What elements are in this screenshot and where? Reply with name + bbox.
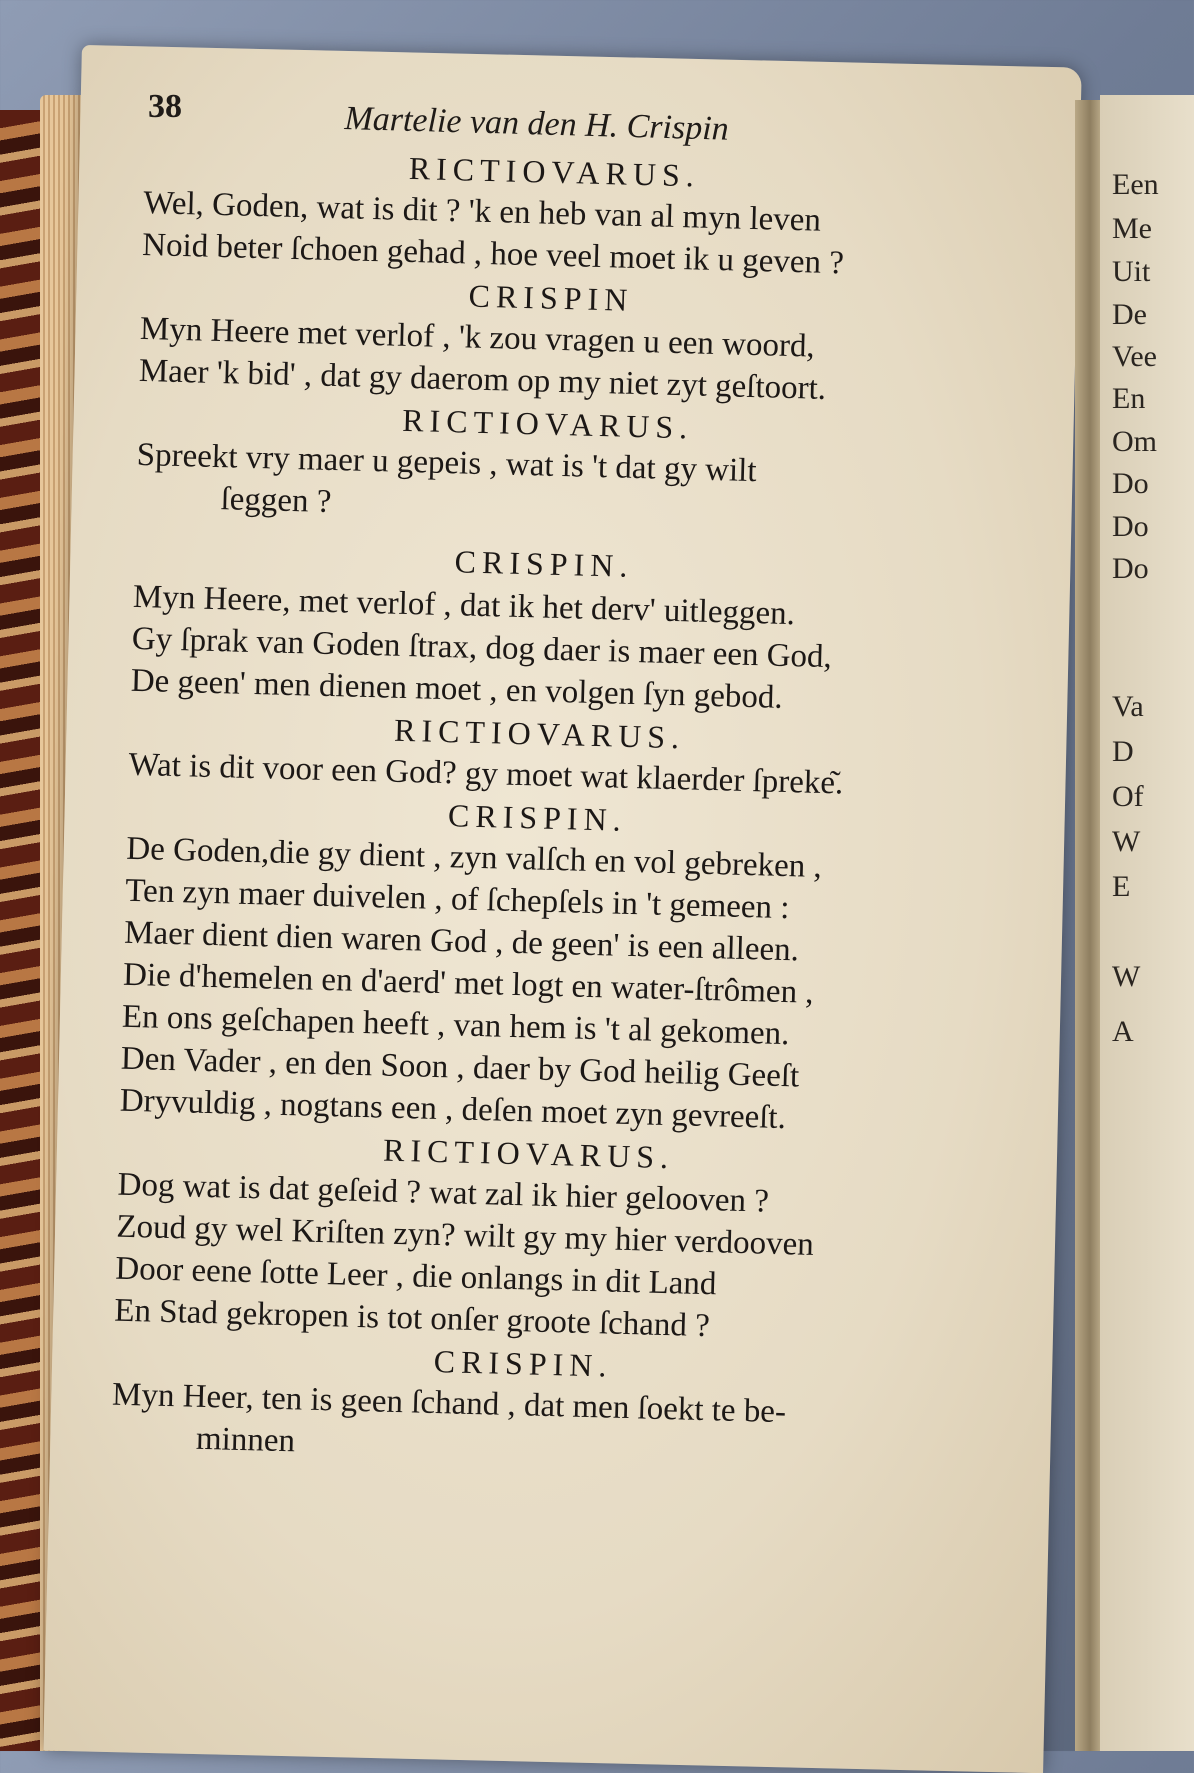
speaker-name: CRISPIN. — [454, 543, 634, 584]
verse-line: Wel, Goden, wat is dit ? 'k en heb van al myn leven — [142, 184, 822, 239]
facing-page-fragment: E — [1112, 870, 1131, 903]
verse-line: Noid beter ſchoen gehad , hoe veel moet ik u geven ? — [141, 226, 845, 282]
speaker-name: RICTIOVARUS. — [382, 1131, 675, 1176]
speaker-name: RICTIOVARUS. — [393, 711, 686, 756]
speaker-name: CRISPIN — [468, 277, 634, 318]
verse-line: Myn Heer, ten is geen ſchand , dat men ſoekt te be- — [111, 1376, 787, 1431]
facing-page-fragment: Do — [1112, 552, 1149, 585]
verse-line: Gy ſprak van Goden ſtrax, dog daer is maer een God, — [131, 620, 833, 676]
page-number: 38 — [148, 88, 182, 125]
verse-line: Door eene ſotte Leer , die onlangs in dit Land — [114, 1250, 717, 1303]
verse-line: Spreekt vry maer u gepeis , wat is 't dat gy wilt — [136, 436, 757, 490]
facing-page-fragment: En — [1112, 382, 1146, 415]
facing-page-fragment: W — [1112, 825, 1141, 858]
facing-page-fragment: Om — [1112, 425, 1157, 458]
facing-page-fragment: De — [1112, 298, 1147, 331]
verse-line: Den Vader , en den Soon , daer by God heilig Geeſt — [120, 1040, 800, 1095]
speaker-name: RICTIOVARUS. — [408, 149, 701, 194]
facing-page-fragment: A — [1112, 1015, 1134, 1048]
facing-page-fragment: Vee — [1112, 340, 1157, 373]
verse-line: Myn Heere met verlof , 'k zou vragen u een woord, — [139, 310, 816, 365]
verse-line: Dryvuldig , nogtans een , deſen moet zyn gevreeſt. — [119, 1082, 787, 1137]
verse-line: Ten zyn maer duivelen , of ſchepſels in 't gemeen : — [124, 872, 790, 927]
speaker-name: RICTIOVARUS. — [401, 401, 694, 446]
verse-line: Wat is dit voor een God? gy moet wat klaerder ſpreke͂. — [128, 746, 844, 802]
facing-page-fragment: Do — [1112, 510, 1149, 543]
facing-page-fragment: W — [1112, 960, 1141, 993]
verse-line: Myn Heere, met verlof , dat ik het derv' uitleggen. — [132, 578, 796, 633]
running-head: Martelie van den H. Crispin — [343, 100, 730, 148]
speaker-name: CRISPIN. — [433, 1342, 613, 1384]
verse-line: Dog wat is dat geſeid ? wat zal ik hier gelooven ? — [117, 1166, 770, 1220]
verse-line: Maer 'k bid' , dat gy daerom op my niet zyt geſtoort. — [138, 352, 827, 407]
verse-line: De geen' men dienen moet , en volgen ſyn gebod. — [130, 662, 784, 716]
facing-page-fragment: Of — [1112, 780, 1144, 813]
facing-page-fragment: Me — [1112, 212, 1152, 245]
play-text — [110, 140, 1004, 1480]
speaker-name: CRISPIN. — [447, 797, 628, 838]
verse-line: Zoud gy wel Kriſten zyn? wilt gy my hier verdooven — [116, 1208, 815, 1263]
facing-page-fragment: Uit — [1112, 255, 1151, 288]
verse-line: Maer dient dien waren God , de geen' is een alleen. — [123, 914, 800, 969]
verse-line: minnen — [195, 1420, 296, 1460]
verse-line: Die d'hemelen en d'aerd' met logt en water-ſtrômen , — [122, 956, 815, 1011]
facing-page-fragment: D — [1112, 735, 1134, 768]
facing-page-fragment: Do — [1112, 467, 1149, 500]
facing-page-fragment: Een — [1112, 168, 1159, 201]
verse-line: En Stad gekropen is tot onſer groote ſchand ? — [113, 1292, 711, 1345]
facing-page-fragment: Va — [1112, 690, 1144, 723]
verse-line: De Goden,die gy dient , zyn valſch en vol gebreken , — [125, 830, 823, 885]
verse-line: ſeggen ? — [220, 481, 332, 520]
verse-line: En ons geſchapen heeft , van hem is 't al gekomen. — [121, 998, 790, 1053]
